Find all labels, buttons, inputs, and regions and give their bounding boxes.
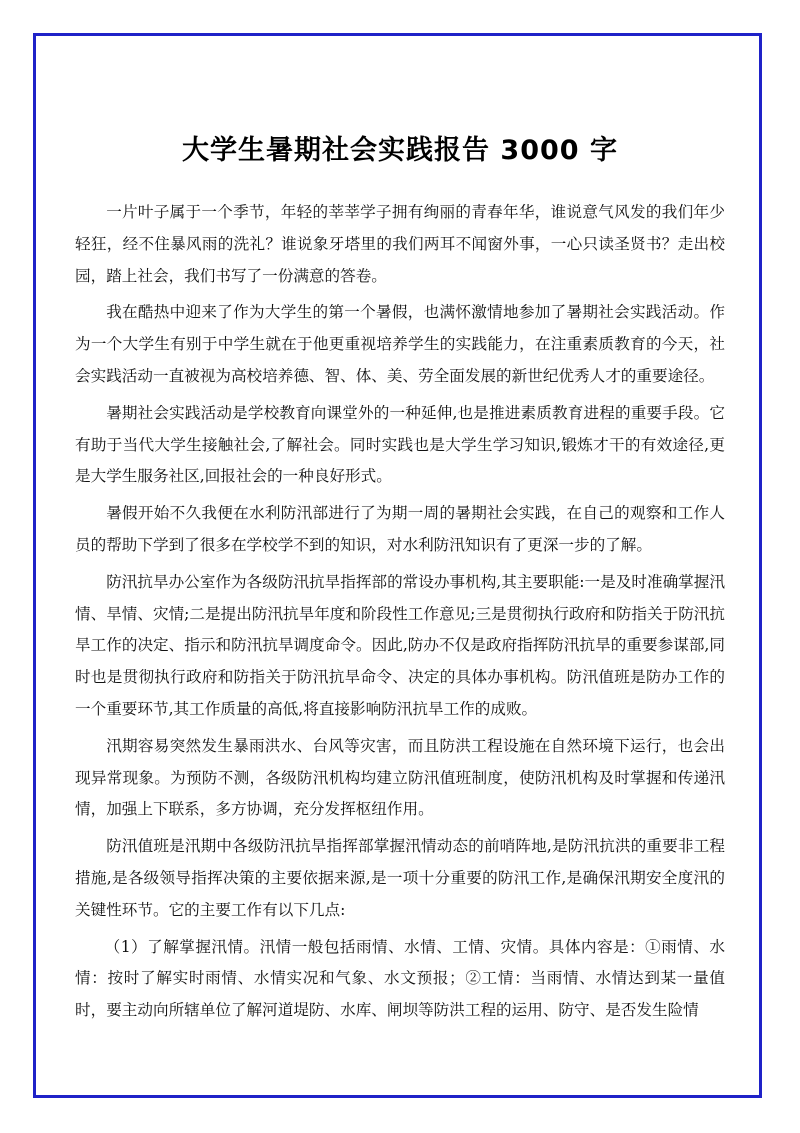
paragraph-duty-importance: 防汛值班是汛期中各级防汛抗旱指挥部掌握汛情动态的前哨阵地,是防汛抗洪的重要非工程措施,是各级领导指挥决策的主要依据来源,是一项十分重要的防汛工作,是确保汛期安全度汛的关键性环节。它的主要工作有以下几点: (75, 837, 725, 919)
paragraph-office-functions: 防汛抗旱办公室作为各级防汛抗旱指挥部的常设办事机构,其主要职能:一是及时准确掌握汛情、旱情、灾情;二是提出防汛抗旱年度和阶段性工作意见;三是贯彻执行政府和防指关于防汛抗旱工作的决定、指示和防汛抗旱调度命令。因此,防办不仅是政府指挥防汛抗旱的重要参谋部,同时也是贯彻执行政府和防指关于防汛抗旱命令、决定的具体办事机构。防汛值班是防办工作的一个重要环节,其工作质量的高低,将直接影响防汛抗旱工作的成败。 (75, 572, 725, 718)
paragraph-intro: 一片叶子属于一个季节，年轻的莘莘学子拥有绚丽的青春年华，谁说意气风发的我们年少轻狂，经不住暴风雨的洗礼？谁说象牙塔里的我们两耳不闻窗外事，一心只读圣贤书？走出校园，踏上社会，我们书写了一份满意的答卷。 (75, 203, 725, 285)
paragraph-flood-department: 暑假开始不久我便在水利防汛部进行了为期一周的暑期社会实践，在自己的观察和工作人员的帮助下学到了很多在学校学不到的知识，对水利防汛知识有了更深一步的了解。 (75, 504, 725, 554)
document-title: 大学生暑期社会实践报告 3000 字 (182, 135, 618, 166)
paragraph-flood-season: 汛期容易突然发生暴雨洪水、台风等灾害，而且防洪工程设施在自然环境下运行，也会出现异常现象。为预防不测，各级防汛机构均建立防汛值班制度，使防汛机构及时掌握和传递汛情，加强上下联系，多方协调，充分发挥枢纽作用。 (75, 736, 725, 819)
paragraph-practice-meaning: 暑期社会实践活动是学校教育向课堂外的一种延伸,也是推进素质教育进程的重要手段。它有助于当代大学生接触社会,了解社会。同时实践也是大学生学习知识,锻炼才干的有效途径,更是大学生服务社区,回报社会的一种良好形式。 (75, 403, 725, 486)
paragraph-item-1: （1）了解掌握汛情。汛情一般包括雨情、水情、工情、灾情。具体内容是：①雨情、水情：按时了解实时雨情、水情实况和气象、水文预报；②工情：当雨情、水情达到某一量值时，要主动向所辖单位了解河道堤防、水库、闸坝等防洪工程的运用、防守、是否发生险情 (75, 937, 725, 1020)
document-body (75, 197, 725, 1027)
paragraph-summer-vacation: 我在酷热中迎来了作为大学生的第一个暑假，也满怀激情地参加了暑期社会实践活动。作为一个大学生有别于中学生就在于他更重视培养学生的实践能力，在注重素质教育的今天，社会实践活动一直被视为高校培养德、智、体、美、劳全面发展的新世纪优秀人才的重要途径。 (75, 303, 725, 385)
